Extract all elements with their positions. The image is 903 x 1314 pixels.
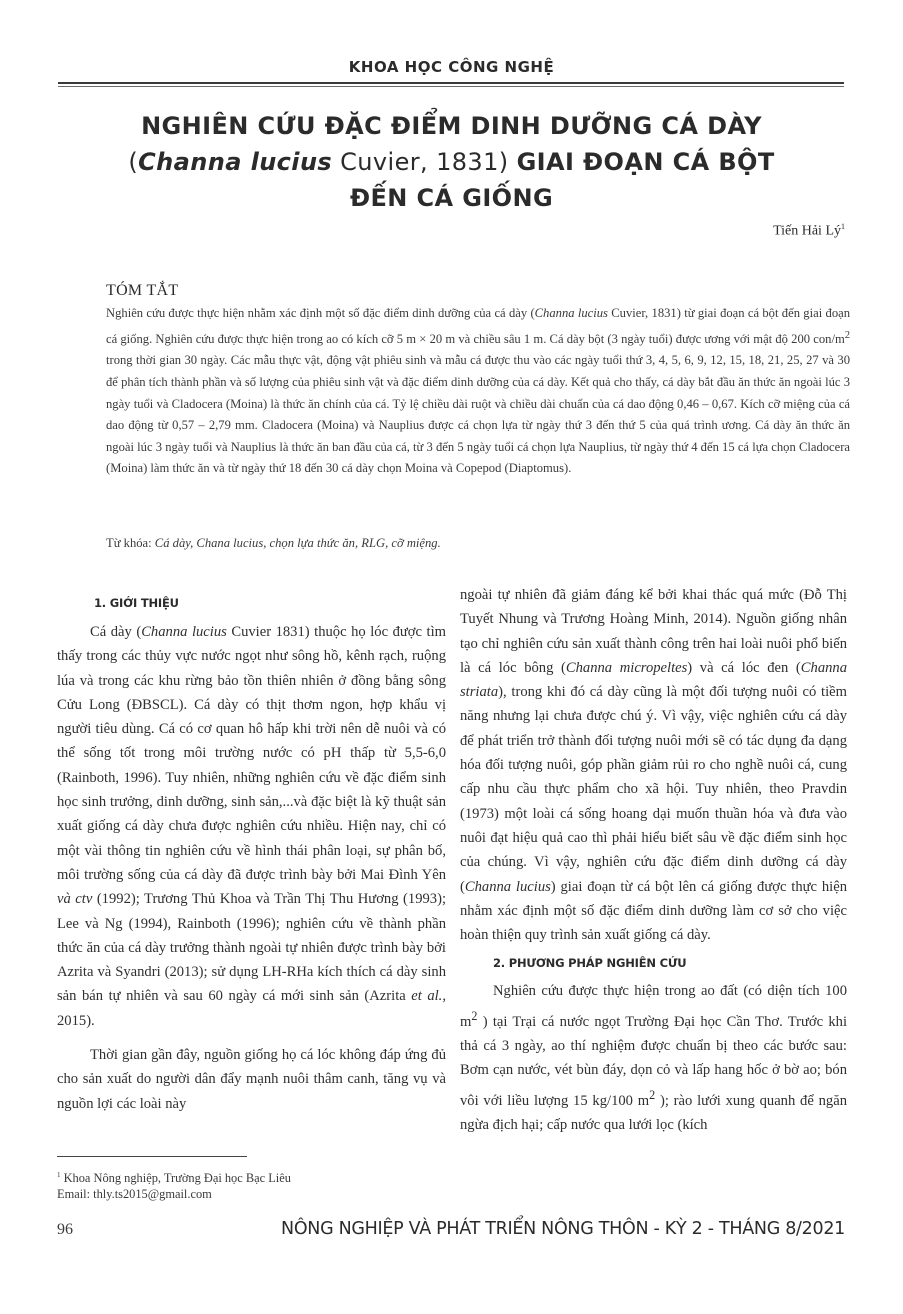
left-column [57, 620, 446, 1116]
text: (1992); Trương Thủ Khoa và Trần Thị Thu Hương (1993); Lee và Ng (1994), Rainboth (1996); nghiên cứu về thành phần thức ăn của cá dày trưởng thành ngoài tự nhiên được trình bày bởi Azrita và Syandri (2013); sử dụng LH-RHa kích thích cá dày sinh sản bán tự nhiên và sau 60 ngày cá mới sinh sản (Azrita [57, 891, 446, 1005]
page-number: 96 [57, 1221, 73, 1238]
superscript: 2 [844, 329, 850, 341]
text: ) tại Trại cá nước ngọt Trường Đại học Cần Thơ. Trước khi thả cá 3 ngày, ao thí nghiệm được chuẩn bị theo các bước sau: Bơm cạn nước, vét bùn đáy, dọn cỏ và lấp hang hốc ở bờ ao; bón vôi với liều lượng 15 kg/100 m [460, 1013, 847, 1109]
species-name: Channa striata [460, 659, 848, 701]
superscript: 2 [649, 1087, 656, 1102]
paragraph-continued [460, 583, 847, 947]
text: ); rào lưới xung quanh để ngăn ngừa địch hại; cấp nước qua lưới lọc (kích [460, 1092, 847, 1133]
footnote-rule [57, 1156, 247, 1157]
running-head: KHOA HỌC CÔNG NGHỆ [348, 58, 555, 76]
keywords-list: Cá dày, Chana lucius, chọn lựa thức ăn, RLG, cỡ miệng. [154, 536, 441, 550]
author-byline [773, 222, 845, 240]
abstract-text: Nghiên cứu được thực hiện nhằm xác định một số đặc điểm dinh dưỡng của cá dày ( [106, 306, 535, 320]
keywords-label: Từ khóa: [106, 536, 155, 550]
article-title [60, 108, 843, 216]
et-al: và ctv [57, 891, 93, 908]
header-rule [58, 82, 844, 84]
text: ) và cá lóc đen ( [687, 659, 801, 676]
text: Cá dày ( [90, 624, 142, 640]
text: Nghiên cứu được thực hiện trong ao đất (có diện tích 100 m [460, 983, 847, 1030]
footnote [57, 1167, 291, 1202]
title-species: Channa lucius [138, 148, 333, 176]
text: ) giai đoạn từ cá bột lên cá giống được thực hiện nhằm xác định một số đặc điểm dinh dưỡng làm cơ sở cho việc hoàn thiện quy trình sản xuất giống cá dày. [460, 878, 847, 944]
header-rule-thin [58, 86, 844, 87]
title-authority: Cuvier, 1831) [332, 148, 517, 176]
superscript: 2 [471, 1008, 478, 1023]
abstract-body [106, 303, 850, 480]
section-heading-introduction: 1. GIỚI THIỆU [94, 596, 179, 610]
paragraph [57, 620, 446, 1033]
footnote-email[interactable]: Email: thly.ts2015@gmail.com [57, 1187, 212, 1202]
abstract-text: Cuvier, 1831) từ giai đoạn cá bột đến giai đoạn cá giống. Nghiên cứu được thực hiện trong ao có kích cỡ 5 m × 20 m và chiều sâu 1 m. Cá dày bột (3 ngày tuổi) được ương với mật độ 200 con/m [106, 306, 851, 346]
species-name: Channa lucius [141, 624, 227, 640]
right-column [460, 583, 847, 1137]
text: ngoài tự nhiên đã giảm đáng kể bởi khai thác quá mức (Đỗ Thị Tuyết Nhung và Trương Hoàng Minh, 2014). Nguồn giống nhân tạo chỉ nghiên cứu sản xuất thành công trên hai loài nuôi phổ biến là cá lóc bông ( [460, 587, 847, 676]
footnote-affiliation: Khoa Nông nghiệp, Trường Đại học Bạc Liêu [60, 1171, 291, 1186]
paragraph: Thời gian gần đây, nguồn giống họ cá lóc không đáp ứng đủ cho sản xuất do người dân đẩy mạnh nuôi thâm canh, tăng vụ và nguồn lợi các loài này [57, 1047, 446, 1112]
et-al: et al. [411, 988, 443, 1005]
title-line-3: ĐẾN CÁ GIỐNG [349, 184, 554, 212]
text: Cuvier 1831) thuộc họ lóc được tìm thấy trong các thủy vực nước ngọt như sông hồ, kênh rạch, ruộng lúa và trong các khu rừng bảo tồn thiên nhiên ở đồng bằng sông Cửu Long (ĐBSCL). Cá dày có thịt thơm ngon, hợp khẩu vị người tiêu dùng. Cá có cơ quan hô hấp khi trời nên dễ nuôi và có thể sống tốt trong môi trường nước có pH thấp từ 5,5-6,0 (Rainboth, 1996). Tuy nhiên, những nghiên cứu về đặc điểm sinh học sinh trưởng, dinh dưỡng, sinh sản,...và đặc biệt là kỹ thuật sản xuất giống cá dày chưa được nghiên cứu nhiều. Hiện nay, chỉ có một vài thông tin nghiên cứu về hình thái phân loại, sự phân bố, môi trường sống của cá dày đã được trình bày bởi Mai Đình Yên [57, 624, 446, 883]
title-line-2-rest: GIAI ĐOẠN CÁ BỘT [516, 148, 775, 176]
section-heading-methods: 2. PHƯƠNG PHÁP NGHIÊN CỨU [493, 956, 687, 971]
abstract-species: Channa lucius [534, 306, 608, 320]
text: , 2015). [57, 988, 446, 1029]
keywords [106, 536, 850, 551]
species-name: Channa micropeltes [565, 659, 688, 676]
author-affiliation-mark: 1 [841, 222, 845, 231]
author-name: Tiến Hải Lý [773, 223, 841, 239]
abstract-text: trong thời gian 30 ngày. Các mẫu thực vật, động vật phiêu sinh và mẫu cá được thu vào các ngày tuổi thứ 3, 4, 5, 6, 9, 12, 15, 18, 21, 25, 27 và 30 để phân tích thành phần và số lượng của phiêu sinh vật và đặc điểm dinh dưỡng của cá dày. Kết quả cho thấy, cá dày bắt đầu ăn thức ăn ngoài lúc 3 ngày tuổi và Cladocera (Moina) là thức ăn chính của cá. Tỷ lệ chiều dài ruột và chiều dài chuẩn của cá dao động 0,46 – 0,67. Kích cỡ miệng của cá dao động từ 0,57 – 2,79 mm. Cladocera (Moina) và Nauplius được cá chọn lựa từ ngày thứ 3 đến thứ 5 của quá trình ương. Cá dày ăn thức ăn ngoài lúc 3 ngày tuổi và Nauplius là thức ăn ban đầu của cá, từ 3 đến 5 ngày tuổi cá chọn lựa Nauplius, từ ngày thứ 4 đến 15 cá lựa chọn Cladocera (Moina) làm thức ăn và từ ngày thứ 18 đến 30 cá dày chọn Moina và Copepod (Diaptomus). [106, 353, 850, 476]
journal-footer: NÔNG NGHIỆP VÀ PHÁT TRIỂN NÔNG THÔN - KỲ 2 - THÁNG 8/2021 [281, 1219, 845, 1239]
abstract-heading: TÓM TẮT [106, 282, 179, 299]
paragraph [460, 979, 847, 1137]
footnote-mark: 1 [57, 1171, 61, 1179]
species-name: Channa lucius [464, 878, 551, 895]
title-line-1: NGHIÊN CỨU ĐẶC ĐIỂM DINH DƯỠNG CÁ DÀY [141, 112, 762, 140]
text: ), trong khi đó cá dày cũng là một đối tượng nuôi có tiềm năng nhưng lại chưa được chú ý. Vì vậy, việc nghiên cứu cá dày để phát triển trở thành đối tượng nuôi mới sẽ có tác dụng đa dạng hóa đối tượng nuôi, góp phần giảm rủi ro cho nghề nuôi cá, cung cấp nhu cầu thực phẩm cho xã hội. Tuy nhiên, theo Pravdin (1973) một loài cá sống hoang dại muốn thuần hóa và đưa vào nuôi đạt hiệu quả cao thì phải hiểu biết sâu về đặc điểm sinh học của chúng. Vì vậy, nghiên cứu đặc điểm dinh dưỡng cá dày ( [460, 684, 847, 895]
title-paren-open: ( [128, 148, 139, 176]
